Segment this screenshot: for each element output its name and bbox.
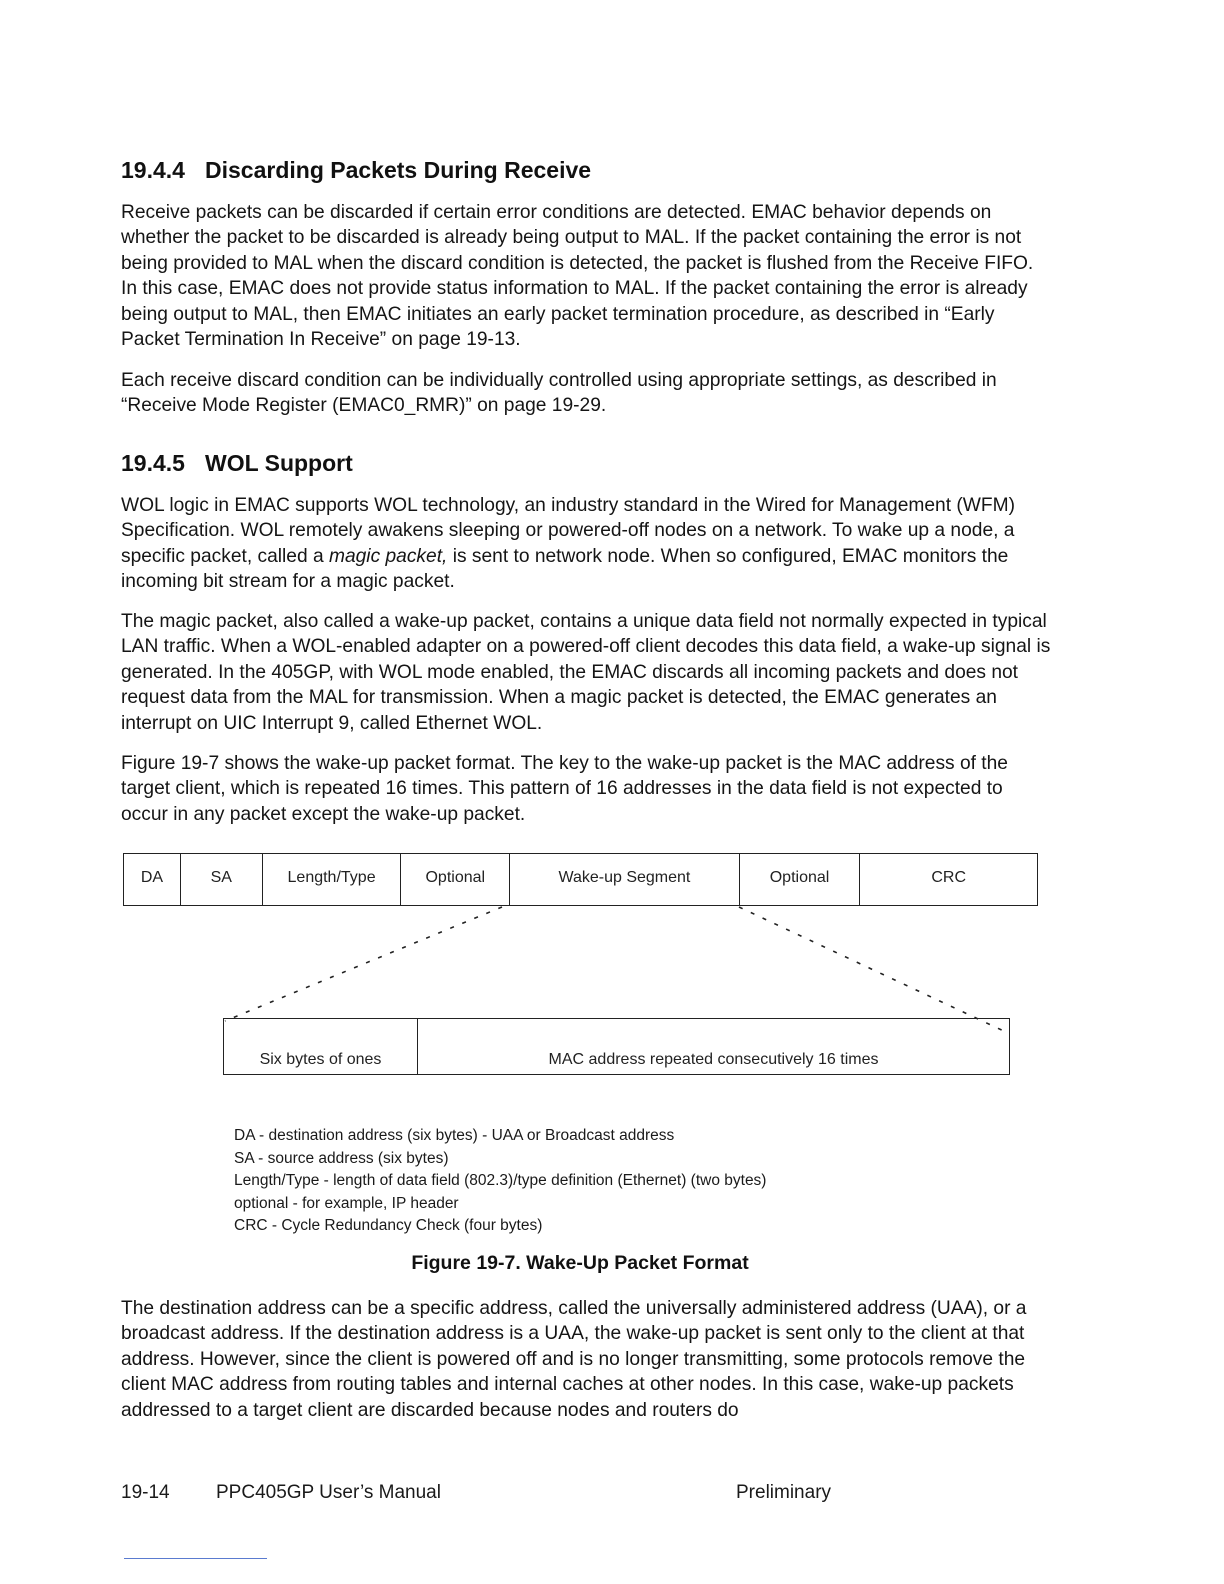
paragraph-figure-reference: Figure 19-7 shows the wake-up packet format. The key to the wake-up packet is the MAC address of the target client, which is repeated 16 times. This pattern of 16 addresses in the data field is not expected to occur in any packet except the wake-up packet. bbox=[121, 753, 1008, 825]
paragraph-magic-packet: The magic packet, also called a wake-up packet, contains a unique data field not normally expected in typical LAN traffic. When a WOL-enabled adapter on a powered-off client decodes this data field, a wake-up signal is generated. In the 405GP, with WOL mode enabled, the EMAC discards all incoming packets and does not request data from the MAL for transmission. When a magic packet is detected, the EMAC generates an interrupt on UIC Interrupt 9, called Ethernet WOL. bbox=[121, 611, 1051, 734]
field-wake-up-segment: Wake-up Segment bbox=[510, 854, 740, 905]
legend-item: DA - destination address (six bytes) - UAA or Broadcast address bbox=[234, 1127, 675, 1144]
field-da: DA bbox=[124, 854, 181, 905]
section-title: WOL Support bbox=[205, 450, 353, 476]
bottom-rule bbox=[124, 1558, 267, 1559]
section-number: 19.4.4 bbox=[121, 157, 185, 183]
field-crc: CRC bbox=[931, 868, 967, 886]
field-mac-address-repeated: MAC address repeated consecutively 16 times bbox=[548, 1051, 879, 1068]
legend-item: Length/Type - length of data field (802.3)/type definition (Ethernet) (two bytes) bbox=[234, 1172, 767, 1190]
figure-legend bbox=[234, 1125, 766, 1238]
section-title: Discarding Packets During Receive bbox=[205, 157, 592, 183]
expansion-line-right bbox=[739, 907, 1008, 1033]
paragraph-destination-address: The destination address can be a specific address, called the universally administered address (UAA), or a broadcast address. If the destination address is a UAA, the wake-up packet is sent only to the client at that address. However, since the client is powered off and is no longer transmitting, some protocols remove the client MAC address from routing tables and internal caches at other nodes. In this case, wake-up packets addressed to a target client are discarded because nodes and routers do bbox=[121, 1298, 1027, 1421]
text-run: WOL logic in EMAC supports WOL technology, an industry standard in the Wired for Management (WFM) Specification. WOL remotely awakens sleeping or powered-off nodes on a network. To wake up a node, a specific packet, called a bbox=[121, 495, 1015, 567]
field-optional-1: Optional bbox=[401, 854, 510, 905]
field-sa: SA bbox=[181, 854, 263, 905]
emphasis-magic-packet: magic packet, bbox=[328, 545, 448, 567]
footer-status: Preliminary bbox=[736, 1482, 832, 1503]
wake-up-segment-detail bbox=[223, 1018, 1010, 1075]
footer-manual-title: PPC405GP User’s Manual bbox=[216, 1482, 441, 1503]
field-length-type: Length/Type bbox=[263, 854, 402, 905]
expansion-line-left bbox=[225, 907, 502, 1021]
legend-item: optional - for example, IP header bbox=[234, 1194, 459, 1212]
footer-page-number: 19-14 bbox=[121, 1482, 170, 1503]
field-optional-2: Optional bbox=[740, 854, 861, 905]
legend-item: CRC - Cycle Redundancy Check (four bytes) bbox=[234, 1217, 543, 1235]
legend-item: SA - source address (six bytes) bbox=[234, 1149, 449, 1167]
field-six-bytes-of-ones: Six bytes of ones bbox=[224, 1019, 418, 1074]
paragraph-discard-behavior: Receive packets can be discarded if certain error conditions are detected. EMAC behavior depends on whether the packet to be discarded is already being output to MAL. If the packet containing the error is not being provided to MAL when the discard condition is detected, the packet is flushed from the Receive FIFO. In this case, EMAC does not provide status information to MAL. If the packet containing the error is already being output to MAL, then EMAC initiates an early packet termination procedure, as described in “Early Packet Termination In Receive” on page 19-13. bbox=[121, 202, 1034, 351]
figure-caption: Figure 19-7. Wake-Up Packet Format bbox=[411, 1252, 749, 1274]
paragraph-discard-control: Each receive discard condition can be individually controlled using appropriate settings, as described in “Receive Mode Register (EMAC0_RMR)” on page 19-29. bbox=[121, 370, 997, 417]
text-run: is sent to network node. When so configured, EMAC monitors the incoming bit stream for a magic packet. bbox=[121, 545, 1009, 593]
section-number: 19.4.5 bbox=[121, 450, 185, 476]
